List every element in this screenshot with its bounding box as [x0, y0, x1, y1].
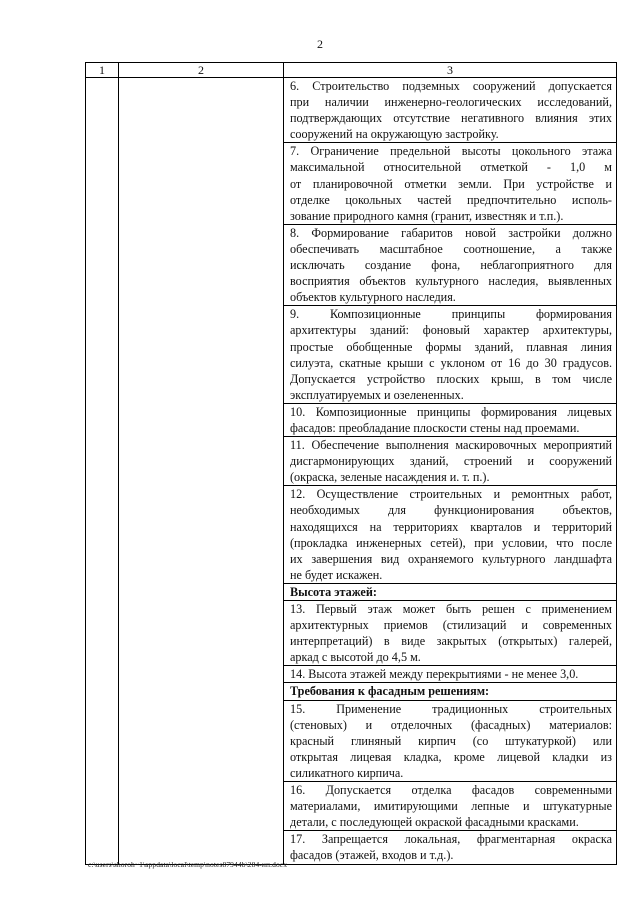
table-row	[86, 78, 617, 865]
page-number: 2	[317, 37, 323, 51]
section-heading	[284, 682, 616, 699]
requirement-paragraph	[284, 830, 616, 863]
requirement-paragraph	[284, 78, 616, 142]
paragraph-line: простые обобщенные формы зданий, плавная линия	[290, 339, 612, 354]
requirement-paragraph	[284, 224, 616, 305]
paragraph-line: зование природного камня (гранит, известняк и т.п.).	[290, 208, 564, 223]
paragraph-line: 15. Применение традиционных строительных	[290, 701, 612, 716]
empty-cell-1	[86, 78, 119, 865]
paragraph-line: подтверждающих отсутствие негативного влияния этих	[290, 111, 612, 126]
requirement-paragraph	[284, 142, 616, 223]
paragraph-line: максимальной относительной отметкой - 1,0 м	[290, 160, 612, 175]
requirement-paragraph	[284, 403, 616, 436]
table-header-row	[86, 63, 617, 78]
paragraph-line: их завершения вид охраняемого культурного ландшафта	[290, 551, 612, 566]
paragraph-line: 14. Высота этажей между перекрытиями - не менее 3,0.	[290, 667, 579, 682]
paragraph-line: открытая лицевая кладка, кроме лицевой кладки из	[290, 749, 612, 764]
paragraph-line: силикатного кирпича.	[290, 765, 404, 780]
paragraph-line: (стеновых) и отделочных (фасадных) материалов:	[290, 717, 612, 732]
paragraph-line: 7. Ограничение предельной высоты цокольного этажа	[290, 144, 612, 159]
requirement-paragraph	[284, 485, 616, 583]
paragraph-line: восприятия объектов культурного наследия, выявленных	[290, 274, 612, 289]
paragraph-line: обеспечивать масштабное соотношение, а также	[290, 241, 612, 256]
section-heading	[284, 583, 616, 600]
paragraph-line: (прокладка инженерных сетей), при условии, что после	[290, 535, 612, 550]
requirement-paragraph	[284, 665, 616, 682]
paragraph-line: интерпретаций) в виде закрытых (открытых) галерей,	[290, 634, 612, 649]
paragraph-line: фасадов (этажей, входов и т.д.).	[290, 848, 454, 863]
paragraph-line: дисгармонирующих зданий, строений и сооружений	[290, 454, 612, 469]
file-path-footer: c:\users\shoroh~1\appdata\local\temp\notes87944b\284-ип.docx	[88, 860, 288, 869]
paragraph-line: сооружений на окружающую застройку.	[290, 127, 499, 142]
paragraph-line: 16. Допускается отделка фасадов современными	[290, 783, 612, 798]
paragraph-line: (окраска, зеленые насаждения и. т. п.).	[290, 470, 490, 485]
paragraph-line: 10. Композиционные принципы формирования лицевых	[290, 404, 612, 419]
requirement-paragraph	[284, 436, 616, 485]
paragraph-line: эксплуатируемых и озелененных.	[290, 387, 464, 402]
paragraph-line: 17. Запрещается локальная, фрагментарная окраска	[290, 832, 612, 847]
paragraph-line: силуэта, скатные крыши с уклоном от 16 до 30 градусов.	[290, 355, 612, 370]
paragraph-line: при наличии инженерно-геологических исследований,	[290, 95, 612, 110]
column-header-1: 1	[86, 63, 119, 78]
column-header-3: 3	[284, 63, 617, 78]
column-header-2: 2	[119, 63, 284, 78]
paragraph-line: находящихся на территориях кварталов и территорий	[290, 519, 612, 534]
paragraph-line: не будет искажен.	[290, 567, 383, 582]
requirement-paragraph	[284, 700, 616, 781]
paragraph-line: архитектуры зданий: фоновый характер архитектуры,	[290, 323, 612, 338]
paragraph-line: Высота этажей:	[290, 584, 377, 599]
paragraph-line: 9. Композиционные принципы формирования	[290, 307, 612, 322]
paragraph-line: Требования к фасадным решениям:	[290, 684, 490, 699]
paragraph-line: фасадов: преобладание плоскости стены над проемами.	[290, 420, 580, 435]
paragraph-line: красный глиняный кирпич (со штукатуркой) или	[290, 733, 612, 748]
requirements-cell	[284, 78, 617, 865]
paragraph-line: объектов культурного наследия.	[290, 290, 456, 305]
paragraph-line: отделке цокольных частей предпочтительно исполь-	[290, 192, 612, 207]
paragraph-line: 11. Обеспечение выполнения маскировочных мероприятий	[290, 438, 612, 453]
paragraph-line: аркад с высотой до 4,5 м.	[290, 650, 421, 665]
paragraph-line: архитектурных приемов (стилизаций и современных	[290, 618, 612, 633]
paragraph-line: детали, с последующей окраской фасадными красками.	[290, 815, 579, 830]
paragraph-line: 8. Формирование габаритов новой застройки должно	[290, 225, 612, 240]
empty-cell-2	[119, 78, 284, 865]
requirement-paragraph	[284, 781, 616, 830]
paragraph-line: материалами, имитирующими лепные и штукатурные	[290, 799, 612, 814]
paragraph-line: 6. Строительство подземных сооружений допускается	[290, 79, 612, 93]
paragraph-line: исключать создание фона, неблагоприятного для	[290, 258, 612, 273]
paragraph-line: 12. Осуществление строительных и ремонтных работ,	[290, 487, 612, 502]
paragraph-line: необходимых для функционирования объектов,	[290, 503, 612, 518]
paragraph-line: Допускается устройство плоских крыш, в том числе	[290, 371, 612, 386]
paragraph-line: от планировочной отметки земли. При устройстве и	[290, 176, 612, 191]
requirements-table	[85, 62, 617, 865]
requirement-paragraph	[284, 600, 616, 665]
paragraph-line: 13. Первый этаж может быть решен с применением	[290, 602, 612, 616]
requirement-paragraph	[284, 305, 616, 403]
